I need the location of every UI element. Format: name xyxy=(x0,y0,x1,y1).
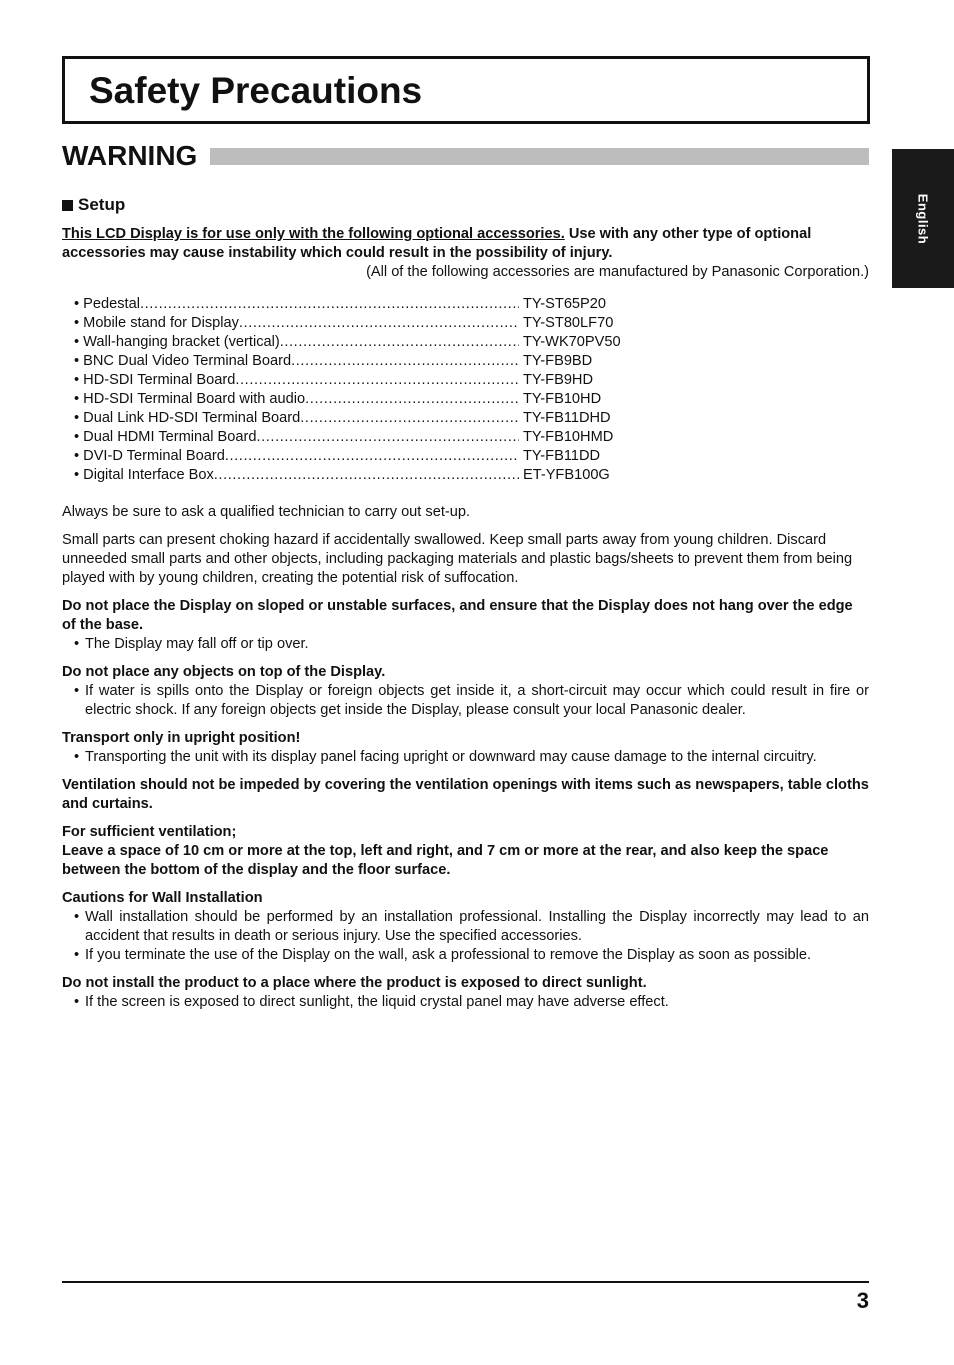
accessory-name: • Mobile stand for Display xyxy=(74,315,239,331)
transport-heading: Transport only in upright position! xyxy=(62,730,301,746)
accessory-model: ET-YFB100G xyxy=(523,467,610,483)
leader-dots xyxy=(239,314,519,333)
sloped-bullet: • The Display may fall off or tip over. xyxy=(62,635,869,654)
intro-bold: Use with any other type of optional accessories may cause instability which could result in the possibility of injury. xyxy=(62,226,812,261)
accessory-name: • HD-SDI Terminal Board xyxy=(74,372,236,388)
technician-note: Always be sure to ask a qualified technician to carry out set-up. xyxy=(62,504,471,520)
accessory-item xyxy=(74,466,629,485)
setup-heading xyxy=(62,193,869,217)
transport-bullet: • Transporting the unit with its display panel facing upright or downward may cause damage to the internal circuitry. xyxy=(62,748,869,767)
sunlight-heading: Do not install the product to a place where the product is exposed to direct sunlight. xyxy=(62,975,647,991)
setup-heading-text: Setup xyxy=(78,195,126,214)
ventilation-heading: Ventilation should not be impeded by covering the ventilation openings with items such as newspapers, table cloths and curtains. xyxy=(62,777,869,812)
title-box xyxy=(62,56,870,124)
accessory-model: TY-FB9BD xyxy=(523,353,593,369)
accessory-model: TY-FB11DD xyxy=(523,448,601,464)
leader-dots xyxy=(300,409,519,428)
accessory-model: TY-FB9HD xyxy=(523,372,594,388)
accessory-name: • Dual Link HD-SDI Terminal Board xyxy=(74,410,301,426)
leader-dots xyxy=(256,428,519,447)
accessory-model: TY-WK70PV50 xyxy=(523,334,621,350)
accessory-item xyxy=(74,333,629,352)
wall-installation-bullet: • If you terminate the use of the Display on the wall, ask a professional to remove the Display as soon as possible. xyxy=(62,946,869,965)
accessory-name: • Wall-hanging bracket (vertical) xyxy=(74,334,280,350)
square-bullet-icon xyxy=(62,200,73,211)
accessory-item xyxy=(74,447,629,466)
accessory-item xyxy=(74,371,629,390)
accessory-name: • Pedestal xyxy=(74,296,140,312)
accessory-model: TY-FB11DHD xyxy=(523,410,611,426)
main-content xyxy=(62,193,869,1012)
accessory-model: TY-FB10HD xyxy=(523,391,602,407)
leader-dots xyxy=(305,390,519,409)
objects-heading: Do not place any objects on top of the Display. xyxy=(62,664,386,680)
accessories-intro xyxy=(62,225,869,263)
small-parts-note: Small parts can present choking hazard if accidentally swallowed. Keep small parts away from young children. Discard unneeded small parts and other objects, including packaging materials and plastic bags/sheets to prevent them from being played with by young children, creating the potential risk of suffocation. xyxy=(62,532,853,586)
leader-dots xyxy=(280,333,519,352)
leader-dots xyxy=(291,352,519,371)
intro-underlined: This LCD Display is for use only with the following optional accessories. xyxy=(62,226,565,242)
accessory-item xyxy=(74,295,629,314)
accessory-item xyxy=(74,314,629,333)
page-number: 3 xyxy=(856,1288,869,1313)
page-title: Safety Precautions xyxy=(89,70,423,111)
leader-dots xyxy=(140,295,519,314)
language-tab-label: English xyxy=(915,193,931,245)
sloped-heading: Do not place the Display on sloped or unstable surfaces, and ensure that the Display does not hang over the edge of the base. xyxy=(62,598,853,633)
accessory-name: • Dual HDMI Terminal Board xyxy=(74,429,257,445)
leader-dots xyxy=(235,371,519,390)
sunlight-bullet: • If the screen is exposed to direct sunlight, the liquid crystal panel may have adverse effect. xyxy=(62,993,869,1012)
accessory-name: • Digital Interface Box xyxy=(74,467,214,483)
leader-dots xyxy=(225,447,519,466)
warning-bar xyxy=(210,148,869,165)
accessory-list xyxy=(74,295,629,485)
warning-heading: WARNING xyxy=(62,140,198,171)
accessory-item xyxy=(74,352,629,371)
accessory-name: • BNC Dual Video Terminal Board xyxy=(74,353,292,369)
accessory-model: TY-ST80LF70 xyxy=(523,315,614,331)
manufacturer-note: (All of the following accessories are manufactured by Panasonic Corporation.) xyxy=(366,264,869,280)
sufficient-ventilation-text: Leave a space of 10 cm or more at the top, left and right, and 7 cm or more at the rear, and also keep the space between the bottom of the display and the floor surface. xyxy=(62,843,829,878)
wall-installation-bullet: • Wall installation should be performed by an installation professional. Installing the Display incorrectly may lead to an accident that results in death or serious injury. Use the specified accessories. xyxy=(62,908,869,946)
language-tab xyxy=(892,149,954,288)
accessory-name: • HD-SDI Terminal Board with audio xyxy=(74,391,306,407)
sufficient-ventilation-heading: For sufficient ventilation; xyxy=(62,824,237,840)
accessory-name: • DVI-D Terminal Board xyxy=(74,448,225,464)
accessory-item xyxy=(74,409,629,428)
accessory-model: TY-ST65P20 xyxy=(523,296,607,312)
warning-header xyxy=(62,138,869,174)
footer-rule xyxy=(62,1281,869,1283)
wall-installation-heading: Cautions for Wall Installation xyxy=(62,890,263,906)
objects-bullet: • If water is spills onto the Display or foreign objects get inside it, a short-circuit may occur which could result in fire or electric shock. If any foreign objects get inside the Display, please consult your local Panasonic dealer. xyxy=(62,682,869,720)
accessory-item xyxy=(74,390,629,409)
leader-dots xyxy=(214,466,519,485)
accessory-item xyxy=(74,428,629,447)
accessory-model: TY-FB10HMD xyxy=(523,429,614,445)
